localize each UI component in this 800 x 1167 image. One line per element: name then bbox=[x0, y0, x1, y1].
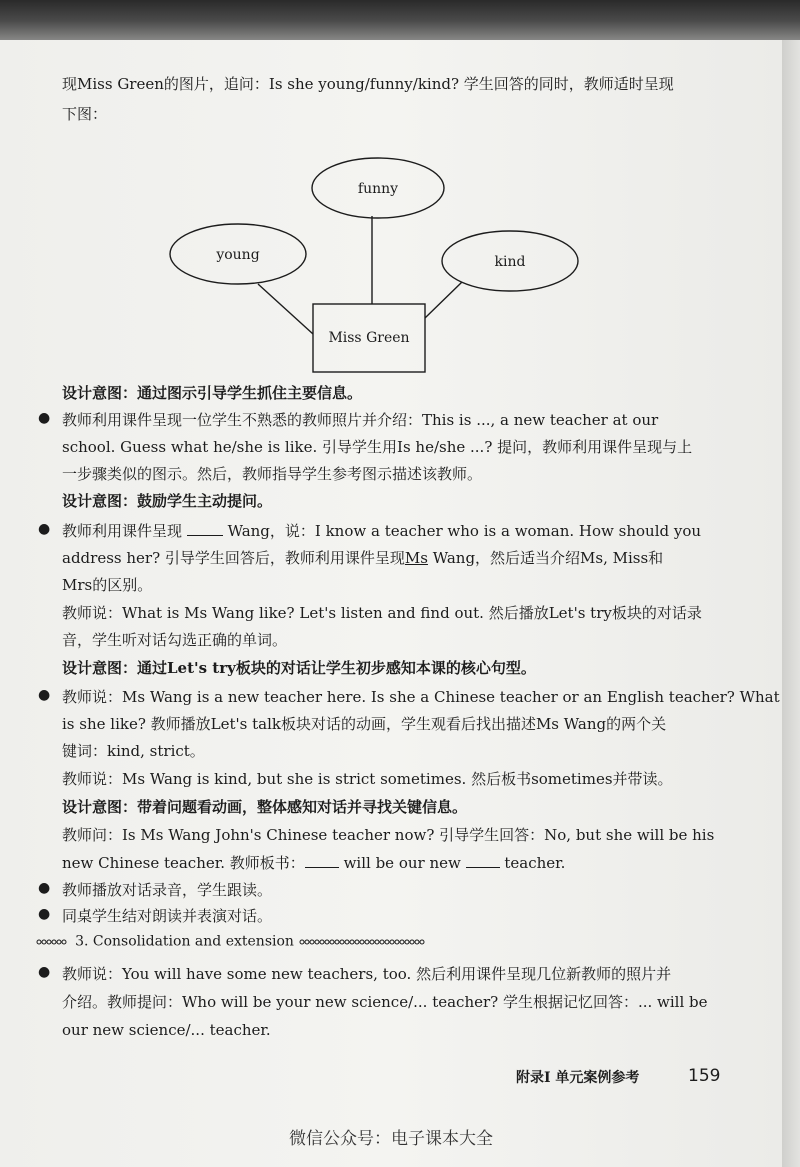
bullet-line-5: 教师播放对话录音，学生跟读。 bbox=[62, 881, 273, 899]
p2-line-3: Mrs的区别。 bbox=[62, 576, 153, 594]
design-intent-2: 设计意图：鼓励学生主动提问。 bbox=[62, 492, 273, 510]
watermark-text: 微信公众号：电子课本大全 bbox=[289, 1129, 493, 1149]
bullet-icon: ● bbox=[38, 880, 51, 896]
bullet-icon: ● bbox=[38, 964, 51, 980]
footer-section-label: 附录I 单元案例参考 bbox=[516, 1070, 640, 1086]
bullet-icon: ● bbox=[38, 521, 51, 537]
intro-line-2: 下图： bbox=[62, 105, 108, 123]
design-intent-4: 设计意图：带着问题看动画，整体感知对话并寻找关键信息。 bbox=[62, 798, 468, 816]
p1-line-2: school. Guess what he/she is like. 引导学生用Is he/she ...? 提问，教师利用课件呈现与上 bbox=[62, 438, 693, 456]
center-label: Miss Green bbox=[328, 330, 410, 346]
page-number: 159 bbox=[688, 1066, 721, 1086]
p1-line-1: 教师利用课件呈现一位学生不熟悉的教师照片并介绍：This is ..., a new teacher at our bbox=[62, 411, 659, 429]
p2-line-2: address her? 引导学生回答后，教师利用课件呈现Ms Wang，然后适当介绍Ms, Miss和 bbox=[62, 549, 664, 567]
section-header bbox=[36, 931, 427, 953]
p7-line-1: 教师说：You will have some new teachers, too. 然后利用课件呈现几位新教师的照片并 bbox=[62, 965, 672, 983]
design-intent-1: 设计意图：通过图示引导学生抓住主要信息。 bbox=[62, 384, 363, 402]
p3-line-4: 教师说：Ms Wang is kind, but she is strict sometimes. 然后板书sometimes并带读。 bbox=[62, 770, 673, 788]
p3-line-1: 教师说：Ms Wang is a new teacher here. Is she a Chinese teacher or an English teacher? What bbox=[62, 688, 780, 706]
bullet-icon: ● bbox=[38, 906, 51, 922]
p4-line-1: 教师问：Is Ms Wang John's Chinese teacher now? 引导学生回答：No, but she will be his bbox=[62, 826, 715, 844]
fill-blank bbox=[305, 853, 339, 868]
p1-line-3: 一步骤类似的图示。然后，教师指导学生参考图示描述该教师。 bbox=[62, 465, 483, 483]
bullet-icon: ● bbox=[38, 687, 51, 703]
dotted-rule-right bbox=[299, 938, 427, 946]
connector-young bbox=[258, 284, 313, 334]
dotted-rule-left bbox=[36, 938, 70, 946]
p2-line-1: 教师利用课件呈现 Wang，说：I know a teacher who is a woman. How should you bbox=[62, 522, 702, 540]
p3-line-2: is she like? 教师播放Let's talk板块对话的动画，学生观看后找出描述Ms Wang的两个关 bbox=[62, 715, 667, 733]
design-intent-3: 设计意图：通过Let's try板块的对话让学生初步感知本课的核心句型。 bbox=[62, 659, 536, 677]
word-map-diagram bbox=[0, 0, 800, 400]
p2-line-4: 教师说：What is Ms Wang like? Let's listen and find out. 然后播放Let's try板块的对话录 bbox=[62, 604, 702, 622]
node-label-young: young bbox=[216, 247, 260, 263]
p3-line-3: 键词：kind, strict。 bbox=[62, 742, 205, 760]
bullet-icon: ● bbox=[38, 410, 51, 426]
p2-line-5: 音，学生听对话勾选正确的单词。 bbox=[62, 631, 288, 649]
section-title: 3. Consolidation and extension bbox=[75, 933, 294, 950]
intro-line-1: 现Miss Green的图片，追问：Is she young/funny/kind? 学生回答的同时，教师适时呈现 bbox=[62, 75, 674, 93]
fill-blank bbox=[187, 521, 223, 536]
fill-blank bbox=[466, 853, 500, 868]
p4-line-2: new Chinese teacher. 教师板书： will be our new teacher. bbox=[62, 854, 566, 872]
bullet-line-6: 同桌学生结对朗读并表演对话。 bbox=[62, 907, 273, 925]
node-label-funny: funny bbox=[357, 181, 399, 197]
ms-underlined: Ms bbox=[404, 549, 428, 567]
node-label-kind: kind bbox=[494, 254, 526, 270]
connector-kind bbox=[425, 282, 462, 318]
p7-line-2: 介绍。教师提问：Who will be your new science/... teacher? 学生根据记忆回答：... will be bbox=[62, 993, 708, 1011]
p7-line-3: our new science/... teacher. bbox=[62, 1021, 271, 1039]
